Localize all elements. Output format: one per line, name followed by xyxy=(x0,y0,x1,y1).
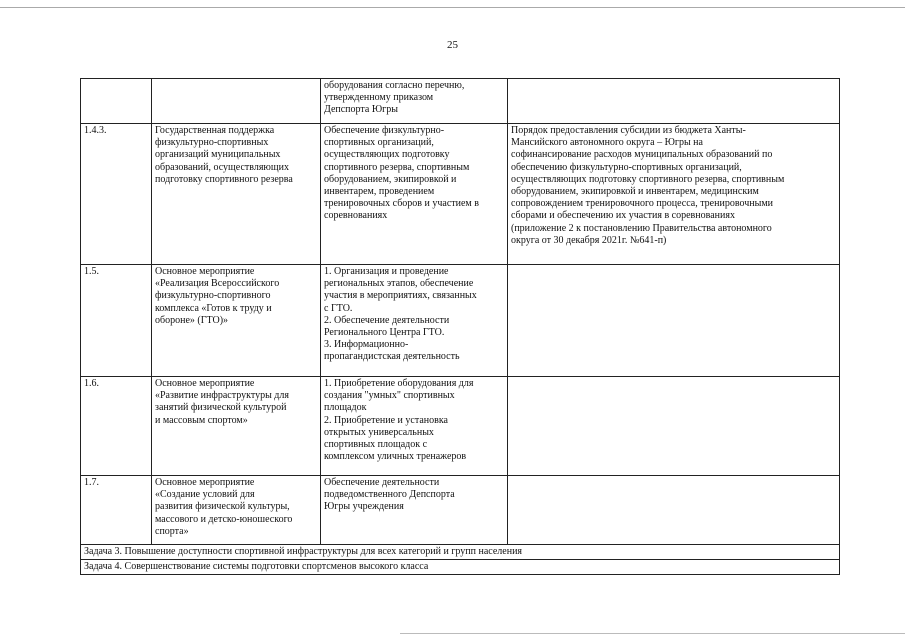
name-line: комплекса «Готов к труду и xyxy=(155,302,272,314)
activity-cell xyxy=(321,377,508,476)
procedure-line: сборами и обеспечению их участия в соревнованиях xyxy=(511,210,735,222)
activity-line: 1. Приобретение оборудования для xyxy=(324,378,474,389)
procedure-cell xyxy=(508,476,840,545)
table-body xyxy=(81,79,840,575)
activity-line: региональных этапов, обеспечение xyxy=(324,278,474,290)
activity-line: Обеспечение физкультурно- xyxy=(324,125,445,136)
procedure-line: оборудованием, экипировкой и инвентарем, медицинским xyxy=(511,186,759,198)
task-row xyxy=(81,560,840,575)
task-text: Задача 3. Повышение доступности спортивной инфраструктуры для всех категорий и групп населения xyxy=(81,545,840,560)
procedure-line: Порядок предоставления субсидии из бюджета Ханты- xyxy=(511,125,746,136)
name-line: обороне» (ГТО)» xyxy=(155,314,229,326)
name-line: физкультурно-спортивного xyxy=(155,290,271,302)
activity-line: спортивных организаций, xyxy=(324,137,434,149)
table-row xyxy=(81,377,840,476)
name-line: организаций муниципальных xyxy=(155,149,281,161)
name-line: занятий физической культурой xyxy=(155,402,287,414)
name-line: и массовым спортом» xyxy=(155,414,248,426)
row-number-cell xyxy=(81,79,152,124)
procedure-line: софинансирование расходов муниципальных образований по xyxy=(511,149,773,161)
activity-line: с ГТО. xyxy=(324,302,353,314)
name-line: «Развитие инфраструктуры для xyxy=(155,390,289,402)
name-cell xyxy=(152,476,321,545)
activity-line: создания "умных" спортивных xyxy=(324,390,455,402)
procedure-cell xyxy=(508,124,840,265)
activity-line: 2. Приобретение и установка xyxy=(324,414,448,426)
scan-edge-bottom xyxy=(400,633,905,634)
activity-line: оборудования согласно перечню, xyxy=(324,80,465,91)
activity-line: спортивных площадок с xyxy=(324,439,428,451)
activity-line: осуществляющих подготовку xyxy=(324,149,450,161)
name-line: подготовку спортивного резерва xyxy=(155,173,293,185)
task-text: Задача 4. Совершенствование системы подготовки спортсменов высокого класса xyxy=(81,560,840,575)
name-line: развития физической культуры, xyxy=(155,501,290,513)
activity-cell xyxy=(321,265,508,377)
procedure-cell xyxy=(508,377,840,476)
activity-cell xyxy=(321,476,508,545)
activity-line: подведомственного Депспорта xyxy=(324,489,455,501)
activity-line: площадок xyxy=(324,402,367,414)
name-cell xyxy=(152,377,321,476)
activity-cell xyxy=(321,79,508,124)
activity-line: спортивного резерва, спортивным xyxy=(324,161,470,173)
activity-line: Обеспечение деятельности xyxy=(324,477,440,488)
name-line: спорта» xyxy=(155,525,189,537)
activity-line: соревнованиях xyxy=(324,210,388,222)
scan-edge-top xyxy=(0,7,905,8)
task-row xyxy=(81,545,840,560)
name-cell xyxy=(152,124,321,265)
activity-line: участия в мероприятиях, связанных xyxy=(324,290,477,302)
name-line: «Реализация Всероссийского xyxy=(155,278,280,290)
row-number-cell: 1.4.3. xyxy=(81,124,152,265)
procedure-line: сопровождением тренировочного процесса, тренировочными xyxy=(511,198,773,210)
activity-line: открытых универсальных xyxy=(324,426,434,438)
table-row xyxy=(81,124,840,265)
name-line: Основное мероприятие xyxy=(155,266,255,277)
activity-line: 2. Обеспечение деятельности xyxy=(324,314,450,326)
table-row xyxy=(81,265,840,377)
activity-line: тренировочных сборов и участием в xyxy=(324,198,479,210)
activity-line: пропагандистская деятельность xyxy=(324,351,460,363)
name-line: «Создание условий для xyxy=(155,489,255,501)
name-cell xyxy=(152,79,321,124)
page-number: 25 xyxy=(447,39,458,51)
procedure-line: (приложение 2 к постановлению Правительства автономного xyxy=(511,222,772,234)
activity-line: Депспорта Югры xyxy=(324,104,398,116)
name-line: образований, осуществляющих xyxy=(155,161,289,173)
activity-line: оборудованием, экипировкой и xyxy=(324,173,457,185)
activity-cell xyxy=(321,124,508,265)
row-number-cell: 1.7. xyxy=(81,476,152,545)
procedure-line: обеспечению физкультурно-спортивных организаций, xyxy=(511,161,742,173)
activity-line: инвентарем, проведением xyxy=(324,186,435,198)
name-line: Основное мероприятие xyxy=(155,378,255,389)
activity-line: 3. Информационно- xyxy=(324,339,409,351)
procedure-cell xyxy=(508,79,840,124)
name-line: Государственная поддержка xyxy=(155,125,275,136)
procedure-line: округа от 30 декабря 2021г. №641-п) xyxy=(511,234,667,246)
activity-line: Регионального Центра ГТО. xyxy=(324,327,445,339)
row-number-cell: 1.5. xyxy=(81,265,152,377)
table-row xyxy=(81,476,840,545)
name-line: массового и детско-юношеского xyxy=(155,513,293,525)
activity-line: Югры учреждения xyxy=(324,501,404,513)
procedure-cell xyxy=(508,265,840,377)
procedure-line: осуществляющих подготовку спортивного резерва, спортивным xyxy=(511,173,785,185)
procedure-line: Мансийского автономного округа – Югры на xyxy=(511,137,703,149)
activity-line: утвержденному приказом xyxy=(324,92,434,104)
program-table xyxy=(80,78,840,575)
table-row xyxy=(81,79,840,124)
activity-line: 1. Организация и проведение xyxy=(324,266,449,277)
row-number-cell: 1.6. xyxy=(81,377,152,476)
name-line: Основное мероприятие xyxy=(155,477,255,488)
name-cell xyxy=(152,265,321,377)
activity-line: комплексом уличных тренажеров xyxy=(324,451,467,463)
name-line: физкультурно-спортивных xyxy=(155,137,269,149)
